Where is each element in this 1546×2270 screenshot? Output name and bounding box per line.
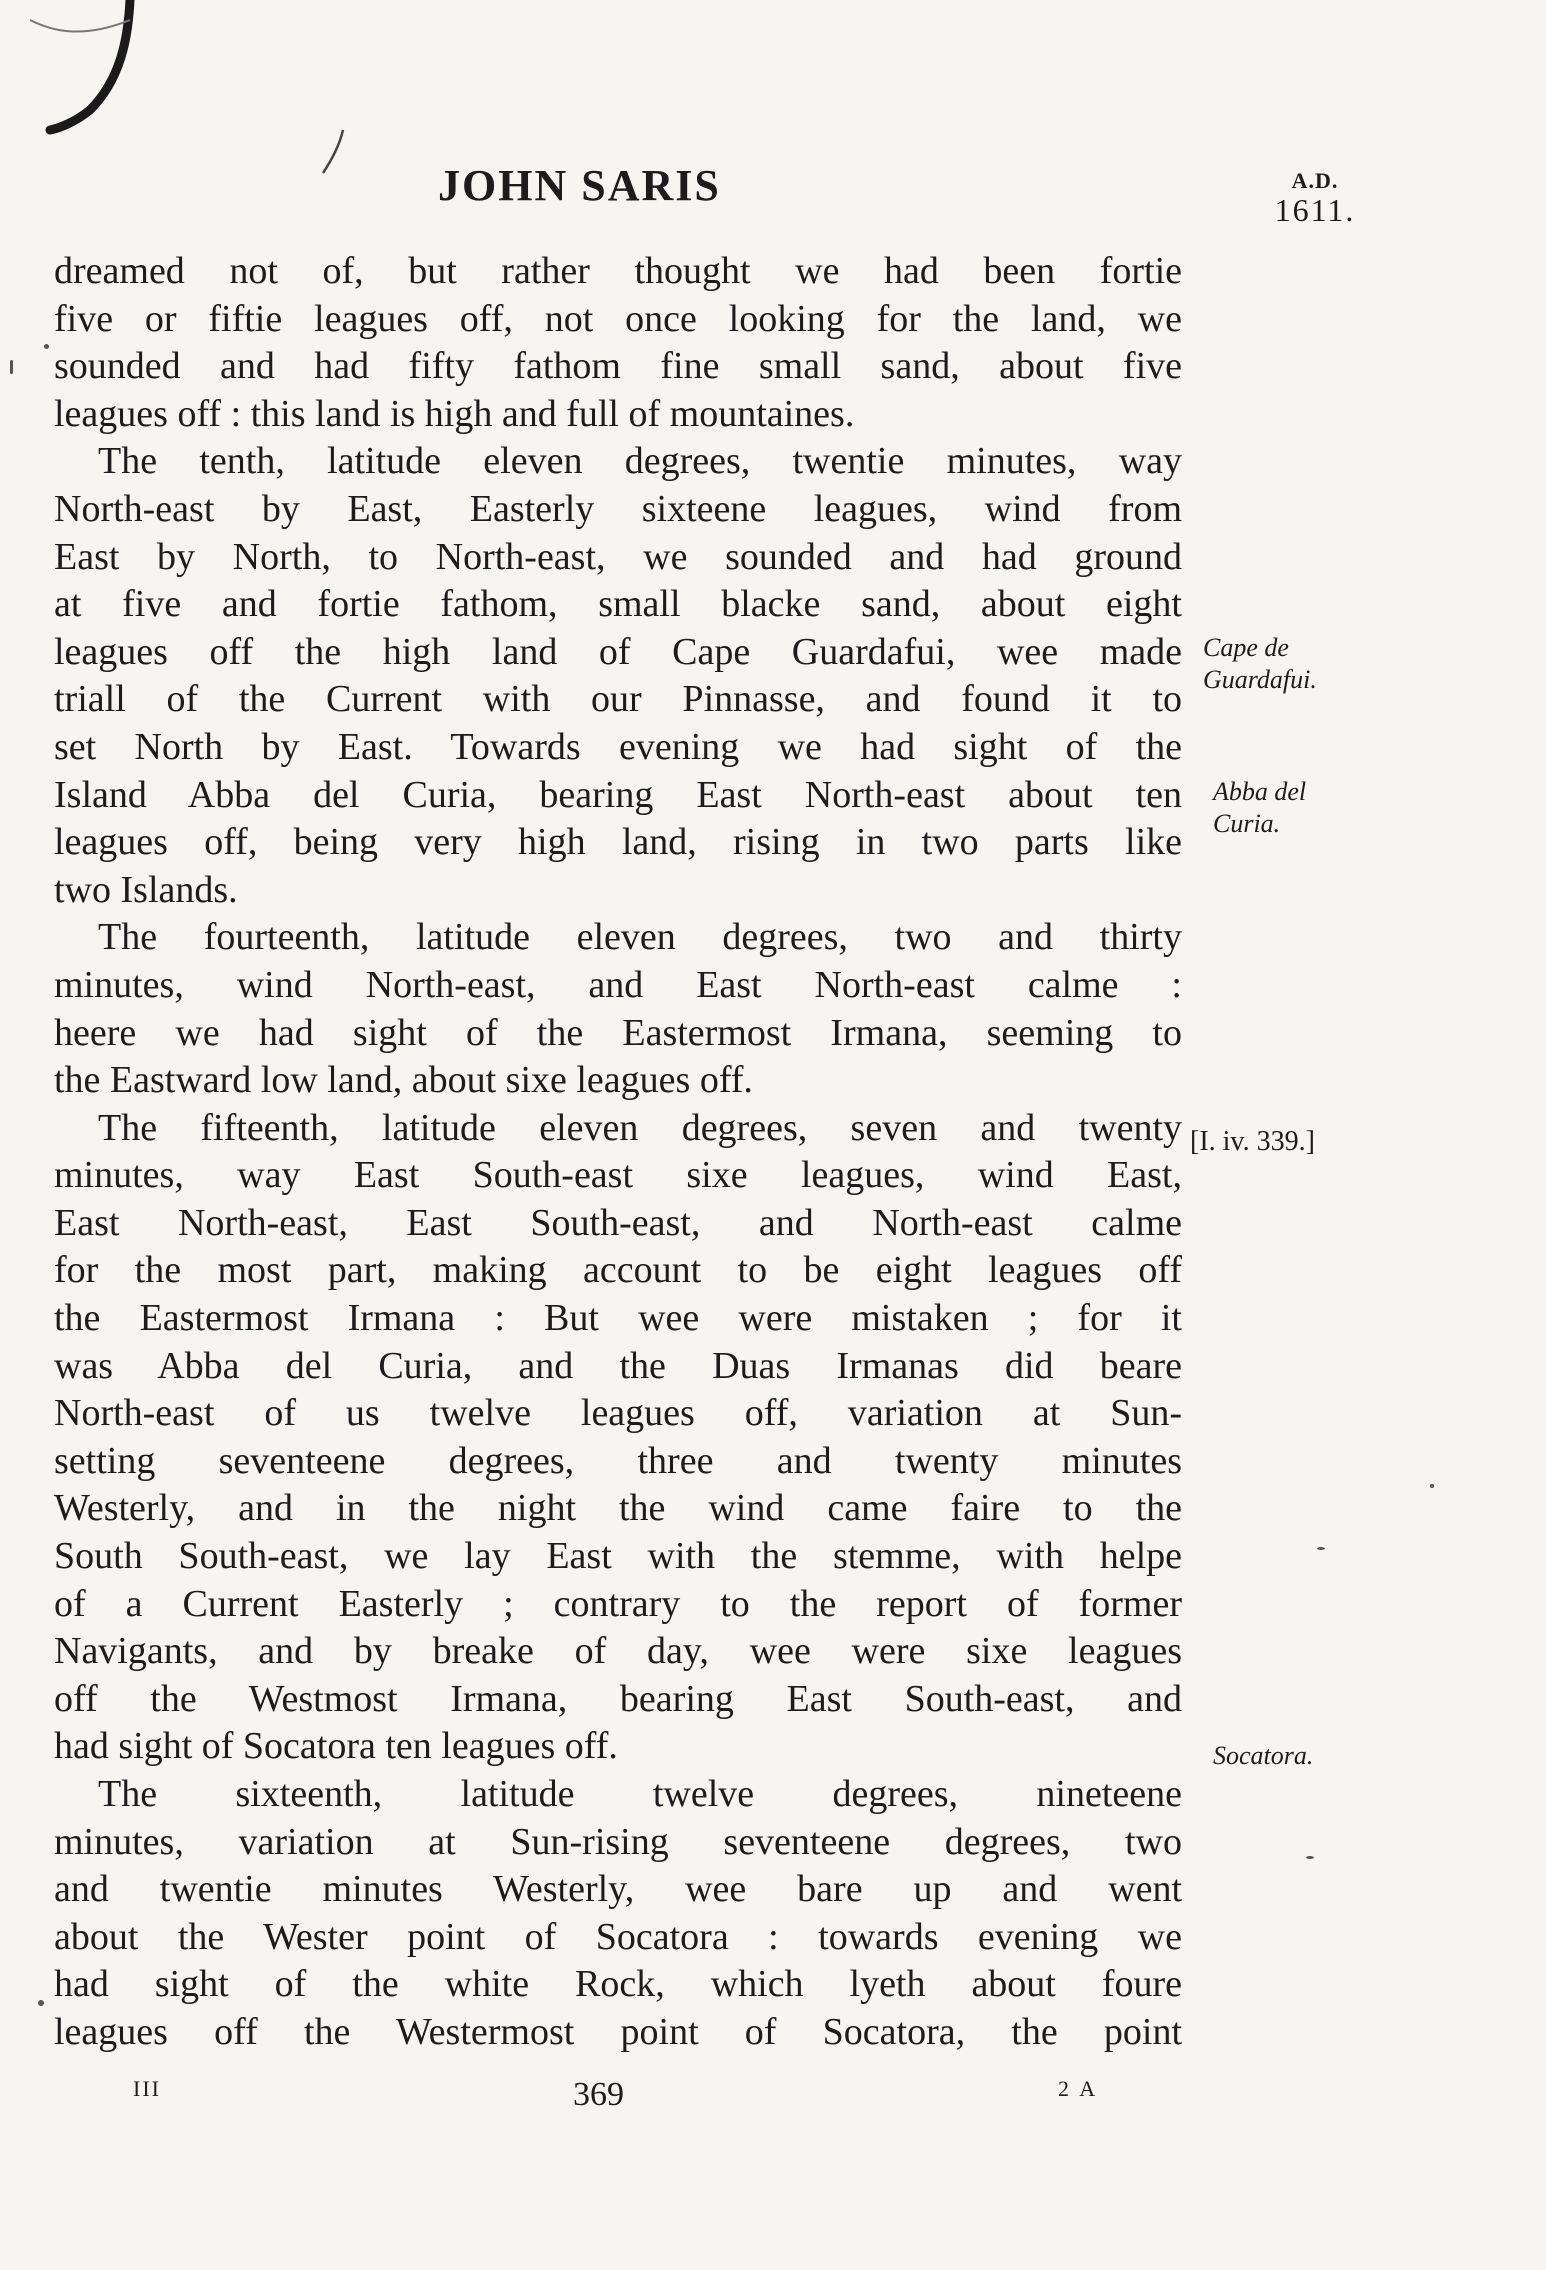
scan-speck	[1430, 1484, 1434, 1488]
text-line: Island Abba del Curia, bearing East North-east about ten	[54, 773, 1182, 816]
sidenote-line: Curia.	[1213, 809, 1281, 838]
date-year: 1611.	[1274, 192, 1356, 228]
text-line: heere we had sight of the Eastermost Irmana, seeming to	[54, 1011, 1182, 1054]
scan-speck	[10, 360, 13, 374]
date-era: A.D.	[1291, 168, 1339, 193]
text-line: Westerly, and in the night the wind came faire to the	[54, 1487, 1182, 1530]
text-line: minutes, wind North-east, and East North-east calme :	[54, 963, 1182, 1006]
running-title: JOHN SARIS	[438, 161, 721, 210]
text-line: The fourteenth, latitude eleven degrees, two and thirty	[98, 916, 1182, 959]
text-line: South South-east, we lay East with the stemme, with helpe	[54, 1535, 1182, 1578]
text-line: had sight of the white Rock, which lyeth about foure	[54, 1963, 1182, 2006]
text-line: North-east of us twelve leagues off, variation at Sun-	[54, 1392, 1182, 1435]
text-line: The tenth, latitude eleven degrees, twentie minutes, way	[98, 440, 1182, 483]
sidenote-line: Guardafui.	[1203, 665, 1317, 694]
text-line: setting seventeene degrees, three and twenty minutes	[54, 1439, 1182, 1482]
text-line: dreamed not of, but rather thought we had been fortie	[54, 250, 1182, 292]
sidenote-line: Abba del	[1213, 777, 1307, 806]
text-line: and twentie minutes Westerly, wee bare up and went	[54, 1868, 1182, 1911]
scan-speck	[1306, 1856, 1314, 1859]
text-line: triall of the Current with our Pinnasse, and found it to	[54, 678, 1182, 721]
text-line: off the Westmost Irmana, bearing East South-east, and	[54, 1677, 1182, 1720]
text-line: at five and fortie fathom, small blacke sand, about eight	[54, 583, 1182, 626]
signature-mark-left: III	[133, 2076, 161, 2101]
sidenote-page-reference: [I. iv. 339.]	[1190, 1126, 1315, 1157]
text-line: East by North, to North-east, we sounded and had ground	[54, 535, 1182, 578]
text-line: was Abba del Curia, and the Duas Irmanas did beare	[54, 1344, 1182, 1387]
scan-speck	[44, 344, 49, 349]
text-line: East North-east, East South-east, and North-east calme	[54, 1201, 1182, 1244]
text-line: minutes, way East South-east sixe leagues, wind East,	[54, 1154, 1182, 1197]
page-number: 369	[573, 2076, 624, 2113]
body-text	[54, 248, 1182, 2057]
text-line: minutes, variation at Sun-rising seventeene degrees, two	[54, 1820, 1182, 1863]
text-line: five or fiftie leagues off, not once looking for the land, we	[54, 297, 1182, 340]
text-line: The sixteenth, latitude twelve degrees, nineteene	[98, 1773, 1182, 1815]
text-line: about the Wester point of Socatora : towards evening we	[54, 1915, 1182, 1958]
signature-mark-right: 2 A	[1058, 2076, 1099, 2101]
text-line: Navigants, and by breake of day, wee were sixe leagues	[54, 1630, 1182, 1673]
text-line: The fifteenth, latitude eleven degrees, seven and twenty	[98, 1106, 1182, 1149]
text-line: the Eastermost Irmana : But wee were mistaken ; for it	[54, 1297, 1182, 1340]
text-line: leagues off the high land of Cape Guardafui, wee made	[54, 630, 1182, 673]
scan-speck	[38, 2000, 44, 2006]
date-block	[1250, 168, 1380, 229]
text-line: set North by East. Towards evening we had sight of the	[54, 725, 1182, 768]
text-line: leagues off : this land is high and full of mountaines.	[54, 392, 855, 435]
text-line: North-east by East, Easterly sixteene leagues, wind from	[54, 487, 1182, 530]
text-line: had sight of Socatora ten leagues off.	[54, 1725, 618, 1768]
text-line: of a Current Easterly ; contrary to the report of former	[54, 1582, 1182, 1625]
text-line: leagues off, being very high land, rising in two parts like	[54, 821, 1182, 864]
text-line: the Eastward low land, about sixe leagues off.	[54, 1059, 753, 1102]
text-line: sounded and had fifty fathom fine small sand, about five	[54, 345, 1182, 388]
text-line: leagues off the Westermost point of Socatora, the point	[54, 2010, 1182, 2053]
sidenote-abba-del-curia	[1213, 776, 1306, 840]
sidenote-socatora: Socatora.	[1213, 1741, 1314, 1770]
text-line: two Islands.	[54, 868, 238, 911]
scan-speck	[1317, 1547, 1325, 1550]
text-line: for the most part, making account to be eight leagues off	[54, 1249, 1182, 1292]
sidenote-line: Cape de	[1203, 633, 1289, 662]
sidenote-cape-de-guardafui	[1203, 632, 1317, 696]
scan-corner-mark	[30, 0, 140, 140]
